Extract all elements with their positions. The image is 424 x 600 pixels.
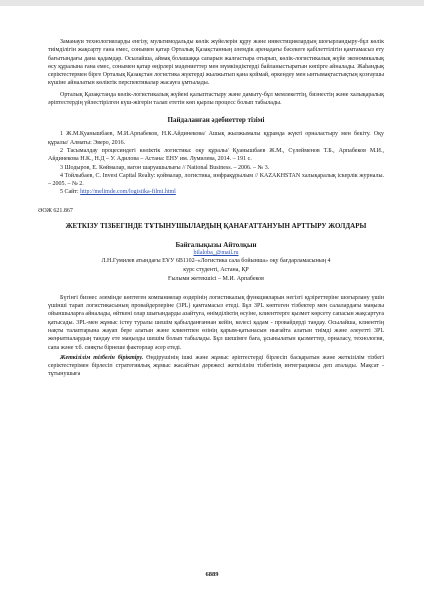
author-name: Байгалықызы Айтолқын (175, 240, 257, 249)
body-paragraph: Бүгінгі бизнес әлемінде көптеген компаниялар өздерінің логистикалық функцияларын негізгі құзіреттеріне шоғырлану үшін үшінші тарап логистикасының провайдерлеріне (3PL) қамтамасыз етеді. Бұл 3PL көптеген тізбектер мен салалардағы маңызы ойыншыларға айналады, өйткені олар шығындарды азайтуға, өнімділіктің өсуіне, клиенттерге қызмет көрсету сапасын жақсартуға қатысады. 3PL-мен жұмыс істеу туралы шешім қабылданғаннан кейін, келесі қадам - провайдерді таңдау. Осылайша, клиенттің нақты талаптарына жауап бере алатын және клиентпен өзінің қарым-қатынасын нығайта алатын тиімді және әлеуетті 3PL жеңнатпалардың тандау ете маңызды шешім болып табылады. Бұл шешімге баға, ұсынылатын қызметтер, орналасу, технология, сапа және т.б. сияқты бірнеше факторлар әсер етеді. (48, 294, 384, 351)
author-email-link[interactable]: bilaloba_@mail.ru (193, 249, 239, 256)
body-paragraph-final (48, 354, 384, 379)
references-list (48, 130, 384, 196)
reference-item-5 (48, 188, 384, 196)
article-title: ЖЕТКІЗУ ТІЗБЕГІНДЕ ТҰТЫНУШЫЛАРДЫҢ ҚАНАҒАТТАНУЫН АРТТЫРУ ЖОЛДАРЫ (65, 221, 367, 230)
reference-5-link[interactable]: http://melimde.com/logistika-filmi.html (80, 189, 176, 196)
reference-item: 4 Тойлыбаев, С. Invest Capital Realty: қоймалар, логистика, инфрақұрылым // KAZAKHSTAN халықаралық іскерлік журналы. – 2005. – № 2. (48, 172, 384, 188)
reference-item: 3 Шодыров, Е. Көймалар, вагон шаруашылығы // National Business. – 2006. – № 3. (60, 164, 270, 171)
intro-paragraph-1: Заманауи технологияларды енгізу, мультимодальды көлік жүйелерін құру және инвестициялардың шоғырландыру-бұл көлік тиімділігін жақсарту ғана емес, сонымен қатар Орталық Қазақстанның әлемдік аренадағы бәсекеге қабілеттілігін қамтамасыз ету бағытындағы дана қадамдар. Осылайша, аймақ болашаққа сапарын жалғастыра отырып, көлік-логистикалық жүйе экономикалық өсу құралына ғана емес, сонымен қатар өңірлері мәдениеттер мен мүмкіндіктерді байланыстыратын көпірге айналады. Жаһандық серіктестермен бірге Орталық Қазақстан логистика жүктерді жылжытып қана қоймай, өркендеу мен ынтымақтастықтың қозғаушы күшіне айналатын көліктік перспективалар жасауға ұмтылады. (48, 39, 384, 87)
reference-5-prefix: 5 Сайт: (60, 189, 81, 196)
final-paragraph-text: Өндірушінің ішкі және жұмыс әріптестерді бірлесіп басқаратын және жеткізілім тізбегі серіктестерімен бірлесіп стратегиялық жұмыс жасайтын дәрежесі жеткізілім тізбегінің интеграциясы деп аталады. Мақсат - тұтынушыға (48, 354, 384, 378)
affiliation-line: Л.Н.Гумилев атындағы ЕҰУ 6В1102–«Логистика сала бойынша» оқу бағдарламасының 4 (101, 257, 331, 264)
reference-item: 1 Ж.М.Қуанышбаев, М.И.Арпабеков, Н.К.Айдинекова/ Ашық жылжымалы құрамда жүкті орналастыру мен бекіту. Оқу құралы/ Алматы: Эверо, 2016. (48, 131, 384, 146)
references-heading: Пайдаланған әдебиеттер тізімі (167, 116, 265, 125)
reference-item: 2 Тасымалдау процесиндегі көліктік логистика: оқу құралы/ Қуанышбаев Ж.М., Сүлейменов Т.Б., Арпабеков М.И., Айдинекова Н.К., Н.Д – У. Адилова – Астана: ЕНУ им. Лумилева, 2014. – 191 с. (48, 147, 384, 163)
affiliation-line: курс студенті, Астана, ҚР (183, 266, 249, 273)
runin-heading: Жеткізілім тізбегін біріктіру. (60, 354, 144, 361)
supervisor-line: Ғылыми жетекшісі – М.И. Арпабеков (167, 275, 265, 282)
page-top-edge (0, 0, 424, 6)
udc-code: ӘОЖ 621.867 (38, 207, 73, 214)
article-body (48, 294, 384, 379)
page-number: 6889 (205, 571, 219, 578)
intro-paragraph-2: Орталық Қазақстанда көлік-логистикалық жүйені қалыптастыру және дамыту-бұл мемлекеттің, бизнестің және халықаралық әріптестердің үйлестірілген күш-жігерін талап ететін көп қырлы процесс болып табылады. (48, 91, 384, 107)
